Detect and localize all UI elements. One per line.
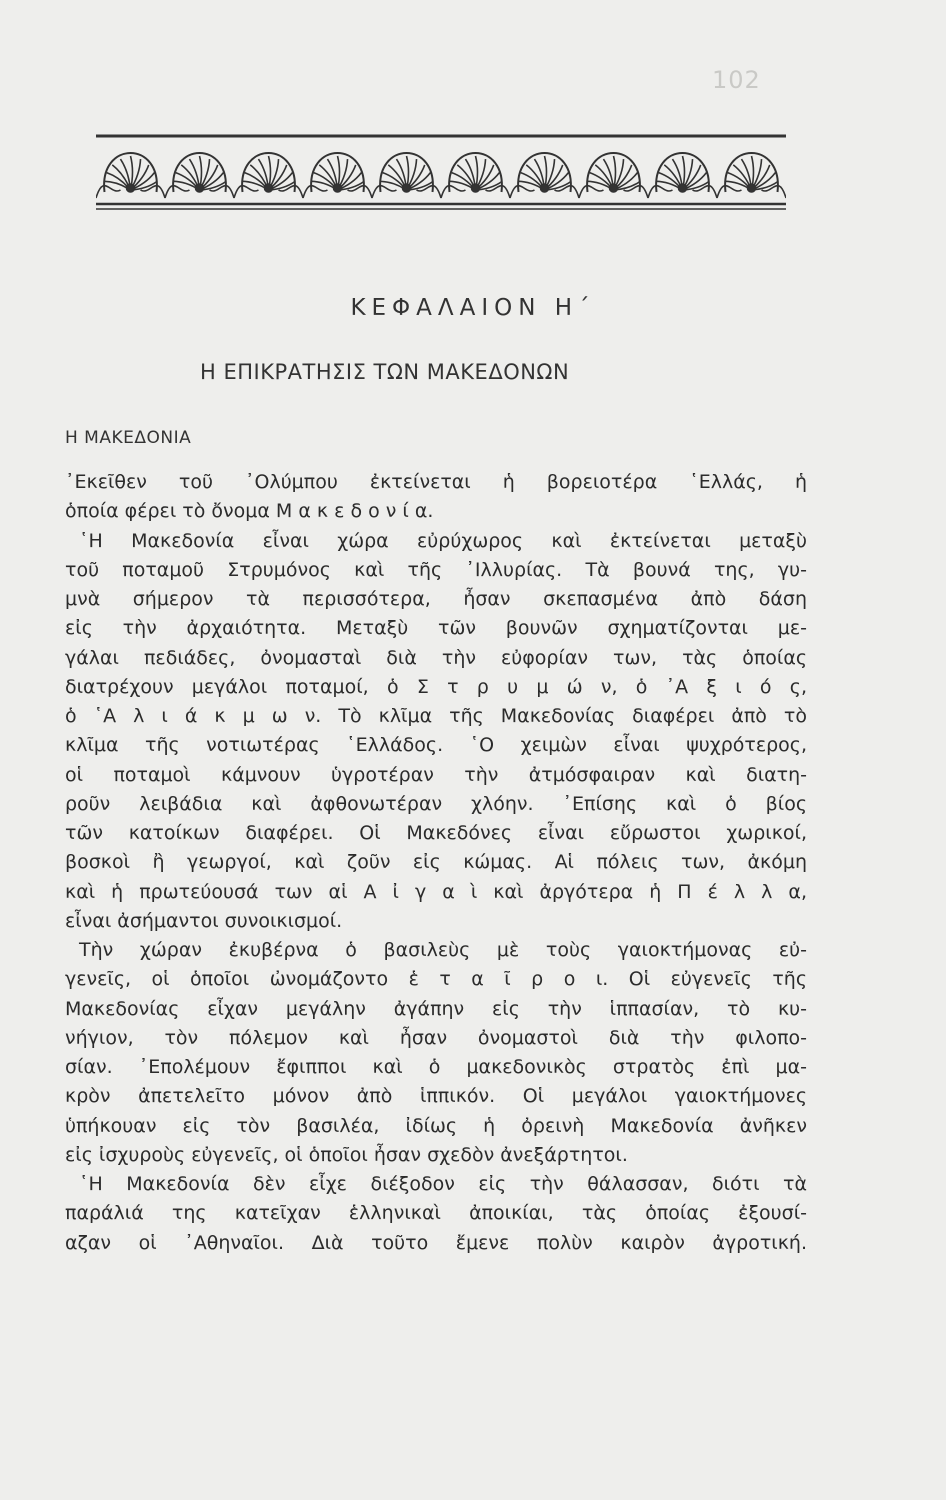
text-line: διατρέχουν μεγάλοι ποταμοί, ὁ Σ τ ρ υ μ ώ ν, ὁ ᾿Α ξ ι ό ς, xyxy=(65,675,807,698)
text-line: βοσκοὶ ἢ γεωργοί, καὶ ζοῦν εἰς κώμας. Αἱ πόλεις των, ἀκόμη xyxy=(65,851,807,874)
palmette-motif xyxy=(441,153,510,198)
chapter-title: Η ΕΠΙΚΡΑΤΗΣΙΣ ΤΩΝ ΜΑΚΕΔΟΝΩΝ xyxy=(200,360,570,384)
text-line: ροῦν λειβάδια καὶ ἀφθονωτέραν χλόην. ᾿Επίσης καὶ ὁ βίος xyxy=(65,792,807,815)
text-line: εἶναι ἀσήμαντοι συνοικισμοί. xyxy=(65,909,343,932)
palmette-motif xyxy=(372,153,441,198)
text-line: νήγιον, τὸν πόλεμον καὶ ἦσαν ὀνομαστοὶ διὰ τὴν φιλοπο- xyxy=(65,1026,807,1049)
palmette-motif xyxy=(96,153,165,198)
palmette-motif xyxy=(717,153,786,198)
text-line: ὁ ῾Α λ ι ά κ μ ω ν. Τὸ κλῖμα τῆς Μακεδονίας διαφέρει ἀπὸ τὸ xyxy=(65,705,807,727)
palmette-motif xyxy=(648,153,717,198)
text-line: οἱ ποταμοὶ κάμνουν ὑγροτέραν τὴν ἀτμόσφαιραν καὶ διατη- xyxy=(65,763,807,786)
body-text xyxy=(65,468,807,1258)
text-line: ῾Η Μακεδονία εἶναι χώρα εὐρύχωρος καὶ ἐκτείνεται μεταξὺ xyxy=(79,529,807,552)
text-line: ὁποία φέρει τὸ ὄνομα Μ α κ ε δ ο ν ί α. xyxy=(65,500,434,523)
chapter-label: ΚΕΦΑΛΑΙΟΝ Η΄ xyxy=(350,295,596,321)
page-number: 102 xyxy=(712,66,761,94)
text-line: κλῖμα τῆς νοτιωτέρας ῾Ελλάδος. ῾Ο χειμὼν εἶναι ψυχρότερος, xyxy=(65,734,807,757)
text-line: ὑπήκουαν εἰς τὸν βασιλέα, ἰδίως ἡ ὀρεινὴ Μακεδονία ἀνῆκεν xyxy=(65,1114,807,1137)
palmette-motif xyxy=(234,153,303,198)
palmette-ornament-band xyxy=(96,128,786,214)
palmette-motif xyxy=(510,153,579,198)
text-line: σίαν. ᾿Επολέμουν ἔφιπποι καὶ ὁ μακεδονικὸς στρατὸς ἐπὶ μα- xyxy=(65,1056,807,1078)
palmette-motif xyxy=(579,153,648,198)
text-line: ᾿Εκεῖθεν τοῦ ᾿Ολύμπου ἐκτείνεται ἡ βορειοτέρα ῾Ελλάς, ἡ xyxy=(65,471,807,493)
text-line: Τὴν χώραν ἐκυβέρνα ὁ βασιλεὺς μὲ τοὺς γαιοκτήμονας εὐ- xyxy=(79,939,807,961)
palmette-motif xyxy=(165,153,234,198)
text-line: παράλιά της κατεῖχαν ἑλληνικαὶ ἀποικίαι, τὰς ὁποίας ἐξουσί- xyxy=(65,1202,807,1225)
text-line: γάλαι πεδιάδες, ὀνομασταὶ διὰ τὴν εὐφορίαν των, τὰς ὁποίας xyxy=(65,646,807,669)
text-line: Μακεδονίας εἶχαν μεγάλην ἀγάπην εἰς τὴν ἱππασίαν, τὸ κυ- xyxy=(65,997,807,1020)
text-line: αζαν οἱ ᾿Αθηναῖοι. Διὰ τοῦτο ἔμενε πολὺν καιρὸν ἀγροτική. xyxy=(65,1231,807,1254)
text-line: εἰς ἰσχυροὺς εὐγενεῖς, οἱ ὁποῖοι ἦσαν σχεδὸν ἀνεξάρτητοι. xyxy=(65,1143,628,1166)
text-line: ῾Η Μακεδονία δὲν εἶχε διέξοδον εἰς τὴν θάλασσαν, διότι τὰ xyxy=(79,1173,807,1195)
section-heading: Η ΜΑΚΕΔΟΝΙΑ xyxy=(65,428,192,448)
text-line: τοῦ ποταμοῦ Στρυμόνος καὶ τῆς ᾿Ιλλυρίας. Τὰ βουνά της, γυ- xyxy=(65,558,807,581)
text-line: καὶ ἡ πρωτεύουσά των αἱ Α ἰ γ α ὶ καὶ ἀργότερα ἡ Π έ λ λ α, xyxy=(65,880,807,903)
text-line: μνὰ σήμερον τὰ περισσότερα, ἦσαν σκεπασμένα ἀπὸ δάση xyxy=(65,588,807,610)
text-line: γενεῖς, οἱ ὁποῖοι ὠνομάζοντο ἑ τ α ῖ ρ ο ι. Οἱ εὐγενεῖς τῆς xyxy=(65,968,807,991)
text-line: τῶν κατοίκων διαφέρει. Οἱ Μακεδόνες εἶναι εὔρωστοι χωρικοί, xyxy=(65,822,807,844)
text-line: κρὸν ἀπετελεῖτο μόνον ἀπὸ ἱππικόν. Οἱ μεγάλοι γαιοκτήμονες xyxy=(65,1085,807,1108)
palmette-motif xyxy=(303,153,372,198)
text-line: εἰς τὴν ἀρχαιότητα. Μεταξὺ τῶν βουνῶν σχηματίζονται με- xyxy=(65,617,807,640)
